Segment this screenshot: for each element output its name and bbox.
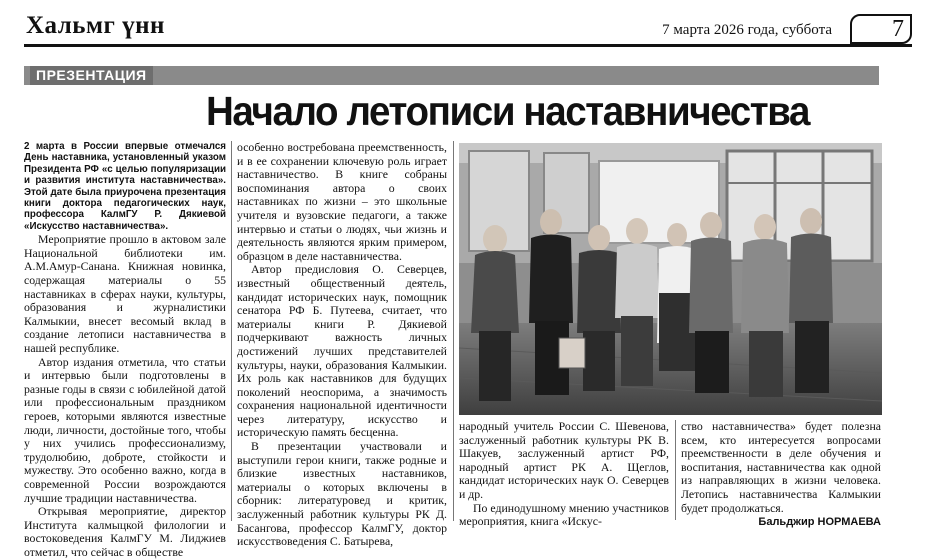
article-column-3	[459, 420, 669, 529]
column-divider	[675, 420, 676, 520]
paragraph: особенно востребована преемственность, и в ее сохранении ключевую роль играет наставничество. В книге собраны воспоминания автора о своих наставниках по жизни – это школьные учителя и вузовские педагоги, а также интервью и статьи о людях, чьи жизнь и деятельность являются ярким примером, образцом в деле наставничества.	[237, 140, 447, 263]
article-headline: Начало летописи наставничества	[206, 88, 810, 134]
article-lead: 2 марта в России впервые отмечался День наставника, установленный указом Президента РФ «с целью популяризации и развития института наставничества». Этой дате была приурочена презентация книги доктора педагогических наук, профессора КалмГУ Р. Дякиевой «Искусство наставничества».	[24, 141, 226, 232]
paragraph: В презентации участвовали и выступили герои книги, также родные и близкие известных наставников, материалы о которых включены в сборник: литературовед и критик, заслуженный работник культуры РК Д. Басангова, профессор КалмГУ, доктор искусствоведения С. Батырева,	[237, 439, 447, 549]
article-column-4	[681, 420, 881, 530]
article-column-2	[237, 141, 447, 549]
issue-date: 7 марта 2026 года, суббота	[662, 22, 832, 38]
paragraph: ство наставничества» будет полезна всем, кто интересуется вопросами преемственности в деле обучения и воспитания, наставничества как одной из направляющих в жизни человека. Летопись наставничества Калмыкии будет продолжаться.	[681, 419, 881, 515]
column-divider	[231, 141, 232, 521]
author-byline: Бальджир НОРМАЕВА	[758, 516, 881, 529]
page-number: 7	[850, 14, 912, 44]
paragraph: Автор издания отметила, что статьи и интервью были подготовлены в разные годы в связи с юбилейной датой или профессиональным праздником героев, которыми являются известные люди, личности, достойные того, чтобы у них учились профессионализму, трудолюбию, доброте, стойкости и мужеству. Это особенно важно, когда в современной России возрождаются лучшие традиции наставничества.	[24, 354, 226, 505]
paragraph: По единодушному мнению участников мероприятия, книга «Искус-	[459, 500, 670, 529]
paragraph: Открывая мероприятие, директор Института калмыцкой филологии и востоковедения КалмГУ М. Лиджиев отметил, что сейчас в обществе	[24, 504, 226, 559]
section-label: ПРЕЗЕНТАЦИЯ	[30, 66, 153, 85]
masthead-rule	[24, 44, 912, 47]
newspaper-title: Хальмг үнн	[26, 12, 165, 39]
article-column-1	[24, 141, 226, 560]
paragraph: Автор предисловия О. Северцев, известный общественный деятель, кандидат исторических наук, помощник сенатора РФ Б. Путеева, считает, что материалы книги Р. Дякиевой подчеркивают важность личных достижений лучших представителей культуры, науки, образования Калмыкии. Их роль как наставников для будущих поколений неоспорима, а значимость сохранения национальной идентичности через литературу, искусство и историческую память бесценна.	[237, 262, 447, 440]
group-photo-illustration	[459, 143, 882, 415]
paragraph: Мероприятие прошло в актовом зале Национальной библиотеки им. А.М.Амур-Санана. Книжная новинка, содержащая материалы о 55 наставниках в сферах науки, культуры, образования и журналистики Калмыкии, внесет весомый вклад в создание летописи наставничества в нашей республике.	[24, 232, 226, 355]
event-photo	[459, 143, 882, 415]
column-divider	[453, 141, 454, 521]
paragraph: народный учитель России С. Шевенова, заслуженный работник культуры РК В. Шакуев, заслуженный артист РФ, народный артист РК А. Щеглов, кандидат исторических наук О. Северцев и др.	[459, 419, 669, 501]
